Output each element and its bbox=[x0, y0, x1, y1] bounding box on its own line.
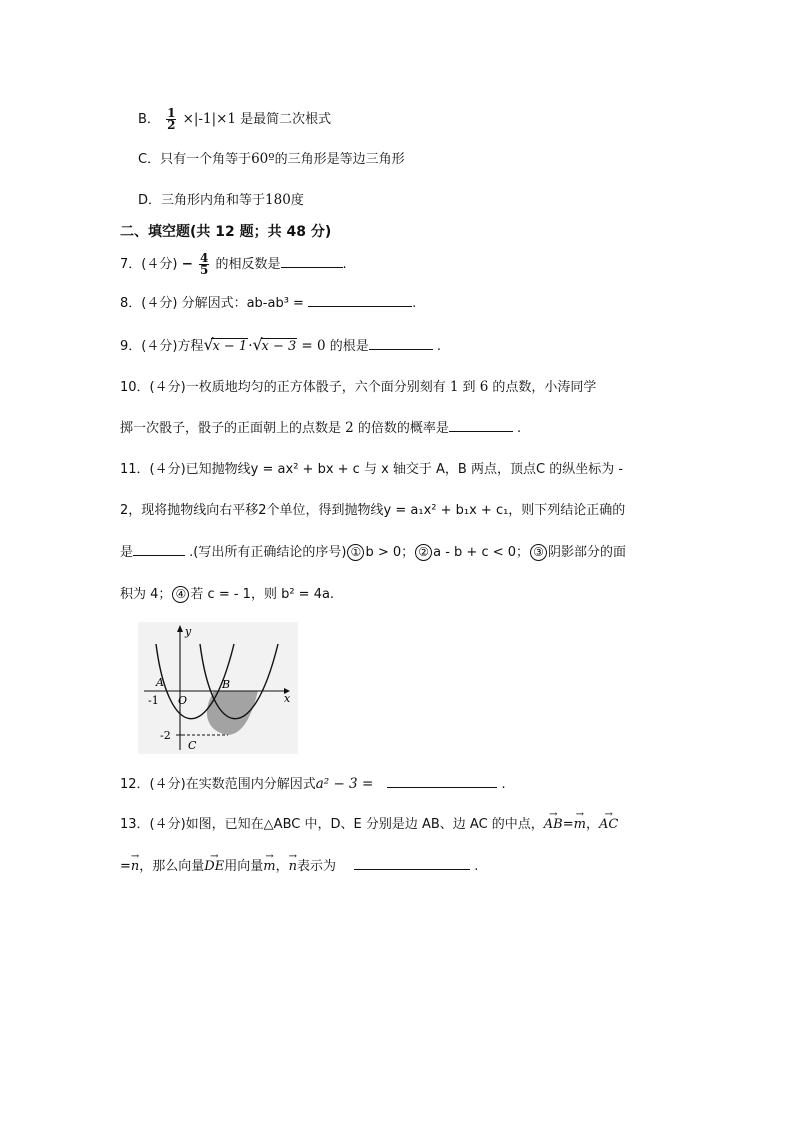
q7-fraction bbox=[199, 253, 209, 276]
option-b-expr: ×|-1|×1 bbox=[182, 111, 237, 127]
circled-number-2: ② bbox=[415, 544, 432, 561]
q12-text: 在实数范围内分解因式 bbox=[185, 777, 316, 792]
question-11-line-2: 2，现将抛物线向右平移2个单位，得到抛物线y = a₁x² + b₁x + c₁，则下列结论正确的 bbox=[120, 503, 626, 518]
circled-number-1: ① bbox=[347, 544, 364, 561]
option-b-label: B． bbox=[138, 112, 160, 127]
answer-blank[interactable] bbox=[308, 294, 412, 307]
q10-num-6: 6 bbox=[479, 379, 489, 395]
radical-sign-icon: √ bbox=[252, 335, 263, 354]
q7-period: . bbox=[342, 257, 347, 272]
q11-option-2: a - b + c < 0； bbox=[433, 545, 530, 560]
q8-text: 分解因式：ab-ab³ = bbox=[181, 296, 304, 311]
frac-numerator: 4 bbox=[200, 251, 209, 265]
answer-blank[interactable] bbox=[354, 857, 470, 870]
sqrt-x-minus-3 bbox=[253, 337, 298, 357]
vector-n bbox=[288, 851, 297, 877]
q10-period: . bbox=[517, 421, 522, 436]
answer-blank[interactable] bbox=[133, 543, 185, 556]
option-b bbox=[138, 108, 331, 131]
q13-text: 13．(４分)如图，已知在△ABC 中，D、E 分别是边 AB、边 AC 的中点， bbox=[120, 817, 544, 832]
frac-denominator: 5 bbox=[200, 263, 209, 277]
option-d-text2: 度 bbox=[290, 193, 304, 208]
vector-m-label: m bbox=[573, 817, 586, 832]
vector-de-label: DE bbox=[204, 859, 225, 874]
q10-text: 一枚质地均匀的正方体骰子，六个面分别刻有 bbox=[185, 380, 450, 395]
label-B: B bbox=[222, 678, 231, 691]
option-d-label: D． bbox=[138, 193, 162, 208]
q12-period: . bbox=[501, 777, 506, 792]
vector-n bbox=[130, 851, 140, 877]
q12-expression: a² − 3 = bbox=[315, 776, 374, 792]
q7-number: 7．(４分) bbox=[120, 257, 178, 272]
label-C: C bbox=[188, 739, 197, 752]
vector-ab-label: AB bbox=[543, 817, 563, 832]
q10-num-2: 2 bbox=[345, 420, 354, 436]
q9-pre: 方程 bbox=[177, 339, 204, 354]
question-11-line-3 bbox=[120, 543, 626, 563]
vector-de bbox=[204, 851, 225, 877]
q12-number: 12．(４分) bbox=[120, 777, 186, 792]
question-10-line-2 bbox=[120, 418, 521, 439]
fraction-one-half bbox=[166, 108, 176, 131]
option-d-number: 180 bbox=[265, 192, 291, 208]
question-10-line-1 bbox=[120, 377, 596, 398]
vector-ac bbox=[599, 809, 619, 835]
q10-num-1: 1 bbox=[449, 379, 459, 395]
q11-option-1: b > 0； bbox=[365, 545, 415, 560]
q11-text: 是 bbox=[120, 545, 134, 560]
option-c-text2: 的三角形是等边三角形 bbox=[274, 152, 405, 167]
question-13-line-1 bbox=[120, 809, 619, 835]
q11-text: .(写出所有正确结论的序号) bbox=[189, 545, 347, 560]
section-heading: 二、填空题(共 12 题；共 48 分) bbox=[120, 224, 332, 240]
q10-text: 到 bbox=[458, 380, 480, 395]
q10-text: 的倍数的概率是 bbox=[353, 421, 449, 436]
circled-number-4: ④ bbox=[172, 586, 189, 603]
q11-text: 积为 4； bbox=[120, 587, 172, 602]
vector-m-label: m bbox=[263, 859, 276, 874]
vector-arrow-icon: → bbox=[130, 851, 140, 862]
q13-text: 用向量 bbox=[224, 859, 264, 874]
vector-m bbox=[263, 851, 276, 877]
sqrt-x-minus-1 bbox=[203, 337, 248, 357]
q9-period: . bbox=[436, 339, 442, 354]
q13-comma: ， bbox=[585, 817, 599, 832]
q9-equals: = 0 bbox=[301, 338, 326, 354]
answer-blank[interactable] bbox=[449, 419, 513, 432]
radicand: x − 1 bbox=[212, 339, 248, 354]
question-8 bbox=[120, 294, 416, 314]
q13-equals: = bbox=[120, 859, 131, 874]
q7-minus: − bbox=[181, 256, 193, 272]
q10-text: 掷一次骰子，骰子的正面朝上的点数是 bbox=[120, 421, 346, 436]
radicand: x − 3 bbox=[261, 339, 297, 354]
option-d bbox=[138, 190, 304, 211]
q13-equals: = bbox=[562, 817, 574, 832]
vector-arrow-icon: → bbox=[288, 851, 297, 862]
question-12 bbox=[120, 774, 506, 795]
vector-ab bbox=[543, 809, 563, 835]
label-x: x bbox=[284, 692, 291, 705]
q9-dot: · bbox=[248, 338, 253, 354]
option-b-text: 是最简二次根式 bbox=[240, 112, 332, 127]
label-neg1: -1 bbox=[148, 694, 159, 707]
q11-option-3: 阴影部分的面 bbox=[548, 545, 627, 560]
question-7 bbox=[120, 253, 347, 276]
option-c-text: 只有一个角等于 bbox=[160, 152, 252, 167]
option-c-label: C． bbox=[138, 152, 161, 167]
option-c-number: 60º bbox=[251, 151, 275, 167]
q7-text: 的相反数是 bbox=[215, 257, 281, 272]
q9-text: 的根是 bbox=[329, 339, 369, 354]
answer-blank[interactable] bbox=[387, 775, 497, 788]
vector-ac-label: AC bbox=[599, 817, 619, 832]
option-c bbox=[138, 149, 405, 170]
radical-sign-icon: √ bbox=[203, 335, 214, 354]
q10-number: 10．(４分) bbox=[120, 380, 186, 395]
vector-m bbox=[573, 809, 586, 835]
q13-text: ，那么向量 bbox=[139, 859, 205, 874]
vector-arrow-icon: → bbox=[604, 809, 613, 820]
option-d-text: 三角形内角和等于 bbox=[161, 193, 266, 208]
vector-arrow-icon: → bbox=[549, 809, 558, 820]
vector-arrow-icon: → bbox=[265, 851, 274, 862]
vector-arrow-icon: → bbox=[575, 809, 585, 820]
vector-n-label: n bbox=[288, 859, 297, 874]
question-9 bbox=[120, 336, 441, 357]
answer-blank[interactable] bbox=[369, 337, 433, 350]
q13-period: . bbox=[474, 859, 479, 874]
question-13-line-2 bbox=[120, 851, 479, 877]
question-11-line-1: 11．(４分)已知抛物线y = ax² + bx + c 与 x 轴交于 A，B 两点，顶点C 的纵坐标为 - bbox=[120, 462, 624, 477]
label-O: O bbox=[178, 694, 188, 707]
label-A: A bbox=[156, 676, 164, 689]
frac-numerator: 1 bbox=[167, 106, 176, 120]
q8-period: . bbox=[412, 296, 417, 311]
label-neg2: -2 bbox=[160, 729, 171, 742]
vector-arrow-icon: → bbox=[210, 851, 219, 862]
q8-number: 8．(４分) bbox=[120, 296, 178, 311]
parabola-figure bbox=[138, 622, 298, 754]
q13-comma: ， bbox=[275, 859, 289, 874]
vector-n-label: n bbox=[130, 859, 140, 874]
q10-text: 的点数，小涛同学 bbox=[488, 380, 597, 395]
q9-number: 9．(４分) bbox=[120, 339, 178, 354]
q13-text: 表示为 bbox=[296, 859, 336, 874]
label-y: y bbox=[185, 625, 192, 638]
q11-option-4: 若 c = - 1，则 b² = 4a. bbox=[190, 587, 335, 602]
circled-number-3: ③ bbox=[530, 544, 547, 561]
answer-blank[interactable] bbox=[281, 255, 343, 268]
question-11-line-4 bbox=[120, 585, 334, 605]
frac-denominator: 2 bbox=[167, 118, 176, 132]
